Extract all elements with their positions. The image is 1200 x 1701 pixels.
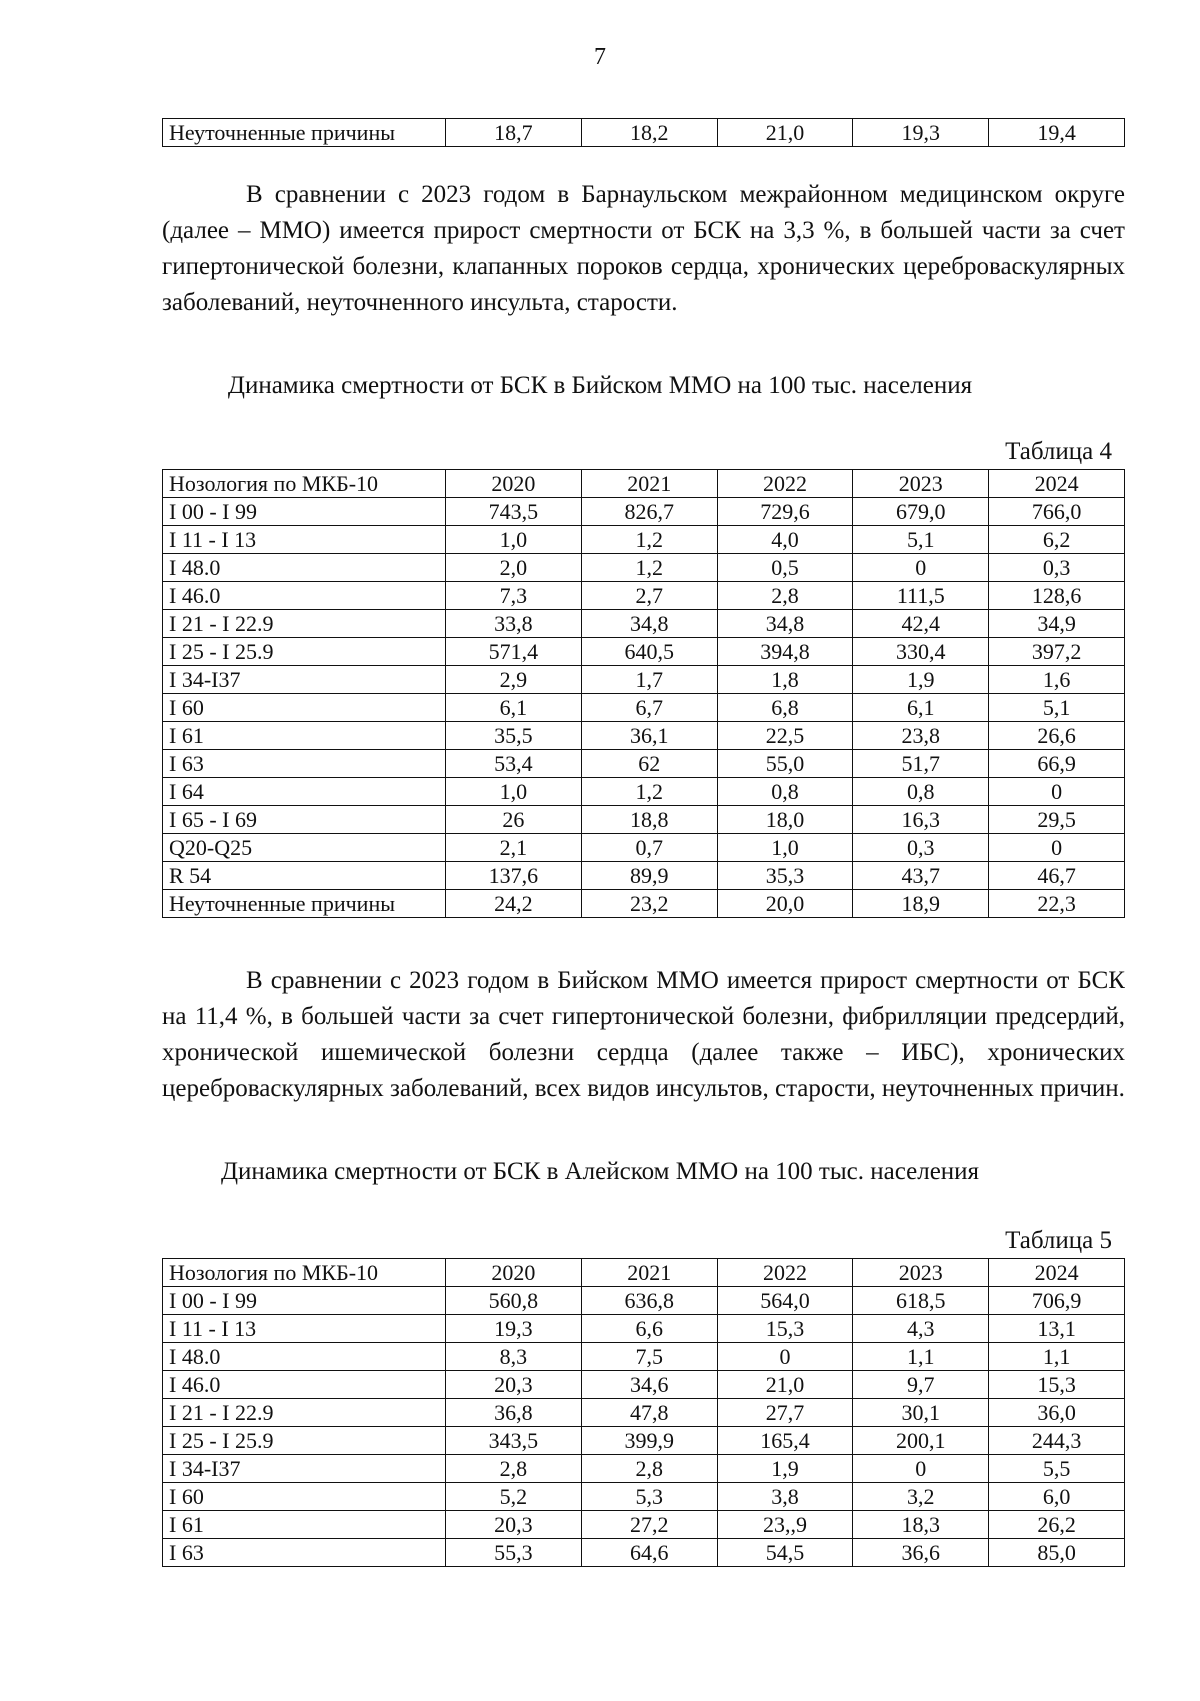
- value-cell: 2,8: [717, 582, 853, 610]
- paragraph-barnaul: [162, 177, 1125, 321]
- row-label-cell: Неуточненные причины: [163, 890, 446, 918]
- value-cell: 18,2: [581, 119, 717, 147]
- table-row: [163, 1343, 1125, 1371]
- value-cell: 560,8: [446, 1287, 582, 1315]
- value-cell: 1,2: [581, 554, 717, 582]
- value-cell: 6,0: [989, 1483, 1125, 1511]
- value-cell: 0: [853, 1455, 989, 1483]
- value-cell: 18,9: [853, 890, 989, 918]
- value-cell: 18,3: [853, 1511, 989, 1539]
- row-label-cell: I 63: [163, 1539, 446, 1567]
- value-cell: 7,3: [446, 582, 582, 610]
- value-cell: 20,0: [717, 890, 853, 918]
- value-cell: 2,9: [446, 666, 582, 694]
- row-label-cell: Неуточненные причины: [163, 119, 446, 147]
- paragraph-biysk: [162, 963, 1125, 1107]
- table-row: [163, 582, 1125, 610]
- row-label-cell: I 61: [163, 1511, 446, 1539]
- table-row: [163, 1455, 1125, 1483]
- row-label-cell: I 46.0: [163, 1371, 446, 1399]
- value-cell: 18,8: [581, 806, 717, 834]
- value-cell: 618,5: [853, 1287, 989, 1315]
- value-cell: 0,3: [989, 554, 1125, 582]
- value-cell: 766,0: [989, 498, 1125, 526]
- value-cell: 2023: [853, 470, 989, 498]
- table-row: [163, 498, 1125, 526]
- value-cell: 1,0: [446, 778, 582, 806]
- table-row: [163, 1483, 1125, 1511]
- value-cell: 640,5: [581, 638, 717, 666]
- value-cell: 1,0: [446, 526, 582, 554]
- table-row: [163, 638, 1125, 666]
- table-row: [163, 1315, 1125, 1343]
- table-row: [163, 1287, 1125, 1315]
- row-label-cell: I 46.0: [163, 582, 446, 610]
- value-cell: 13,1: [989, 1315, 1125, 1343]
- value-cell: 1,7: [581, 666, 717, 694]
- row-label-cell: I 21 - I 22.9: [163, 610, 446, 638]
- value-cell: 89,9: [581, 862, 717, 890]
- value-cell: 743,5: [446, 498, 582, 526]
- value-cell: 679,0: [853, 498, 989, 526]
- value-cell: 20,3: [446, 1511, 582, 1539]
- value-cell: 4,0: [717, 526, 853, 554]
- table-row: [163, 610, 1125, 638]
- table-row: [163, 1399, 1125, 1427]
- value-cell: 23,2: [581, 890, 717, 918]
- table4-label: Таблица 4: [1005, 438, 1112, 465]
- row-label-cell: Нозология по МКБ-10: [163, 470, 446, 498]
- value-cell: 6,6: [581, 1315, 717, 1343]
- value-cell: 51,7: [853, 750, 989, 778]
- value-cell: 2,7: [581, 582, 717, 610]
- value-cell: 55,0: [717, 750, 853, 778]
- table-row: [163, 666, 1125, 694]
- value-cell: 23,8: [853, 722, 989, 750]
- table5-caption: Динамика смертности от БСК в Алейском ММО на 100 тыс. населения: [220, 1158, 980, 1185]
- value-cell: 200,1: [853, 1427, 989, 1455]
- value-cell: 26: [446, 806, 582, 834]
- value-cell: 19,3: [446, 1315, 582, 1343]
- row-label-cell: I 11 - I 13: [163, 526, 446, 554]
- value-cell: 0: [989, 834, 1125, 862]
- table-row: [163, 1511, 1125, 1539]
- value-cell: 64,6: [581, 1539, 717, 1567]
- value-cell: 5,2: [446, 1483, 582, 1511]
- value-cell: 1,2: [581, 526, 717, 554]
- table4: [162, 469, 1125, 918]
- table-row: [163, 862, 1125, 890]
- value-cell: 1,1: [853, 1343, 989, 1371]
- value-cell: 244,3: [989, 1427, 1125, 1455]
- value-cell: 54,5: [717, 1539, 853, 1567]
- value-cell: 343,5: [446, 1427, 582, 1455]
- value-cell: 397,2: [989, 638, 1125, 666]
- table5: [162, 1258, 1125, 1567]
- row-label-cell: I 00 - I 99: [163, 1287, 446, 1315]
- value-cell: 0: [717, 1343, 853, 1371]
- value-cell: 34,6: [581, 1371, 717, 1399]
- table-row: [163, 806, 1125, 834]
- value-cell: 1,0: [717, 834, 853, 862]
- value-cell: 2,8: [581, 1455, 717, 1483]
- value-cell: 636,8: [581, 1287, 717, 1315]
- row-label-cell: Нозология по МКБ-10: [163, 1259, 446, 1287]
- value-cell: 18,7: [446, 119, 582, 147]
- value-cell: 4,3: [853, 1315, 989, 1343]
- value-cell: 46,7: [989, 862, 1125, 890]
- top-table: [162, 118, 1125, 147]
- value-cell: 34,8: [581, 610, 717, 638]
- value-cell: 36,8: [446, 1399, 582, 1427]
- table-row: [163, 554, 1125, 582]
- table-row: [163, 1427, 1125, 1455]
- value-cell: 6,2: [989, 526, 1125, 554]
- value-cell: 5,1: [989, 694, 1125, 722]
- value-cell: 7,5: [581, 1343, 717, 1371]
- paragraph-barnaul-text: В сравнении с 2023 годом в Барнаульском межрайонном медицинском округе (далее – ММО) имеется прирост смертности от БСК на 3,3 %, в большей части за счет гипертонической болезни, клапанных пороков сердца, хронических цереброваскулярных заболеваний, неуточненного инсульта, старости.: [162, 181, 1125, 316]
- table-row: [163, 1371, 1125, 1399]
- value-cell: 2022: [717, 470, 853, 498]
- row-label-cell: I 60: [163, 694, 446, 722]
- table-row: [163, 526, 1125, 554]
- value-cell: 0,3: [853, 834, 989, 862]
- row-label-cell: I 25 - I 25.9: [163, 638, 446, 666]
- value-cell: 1,8: [717, 666, 853, 694]
- value-cell: 36,6: [853, 1539, 989, 1567]
- value-cell: 9,7: [853, 1371, 989, 1399]
- row-label-cell: I 60: [163, 1483, 446, 1511]
- value-cell: 1,1: [989, 1343, 1125, 1371]
- table-header-row: [163, 1259, 1125, 1287]
- value-cell: 8,3: [446, 1343, 582, 1371]
- value-cell: 43,7: [853, 862, 989, 890]
- value-cell: 35,3: [717, 862, 853, 890]
- table-row: [163, 1539, 1125, 1567]
- value-cell: 826,7: [581, 498, 717, 526]
- value-cell: 394,8: [717, 638, 853, 666]
- value-cell: 15,3: [717, 1315, 853, 1343]
- value-cell: 55,3: [446, 1539, 582, 1567]
- table-row: [163, 778, 1125, 806]
- value-cell: 0,5: [717, 554, 853, 582]
- value-cell: 21,0: [717, 1371, 853, 1399]
- paragraph-biysk-text: В сравнении с 2023 годом в Бийском ММО имеется прирост смертности от БСК на 11,4 %, в большей части за счет гипертонической болезни, фибрилляции предсердий, хронической ишемической болезни сердца (далее также – ИБС), хронических цереброваскулярных заболеваний, всех видов инсультов, старости, неуточненных причин.: [162, 967, 1125, 1102]
- value-cell: 2024: [989, 470, 1125, 498]
- value-cell: 2021: [581, 1259, 717, 1287]
- value-cell: 128,6: [989, 582, 1125, 610]
- value-cell: 0,8: [717, 778, 853, 806]
- value-cell: 34,8: [717, 610, 853, 638]
- table-row: [163, 119, 1125, 147]
- table-header-row: [163, 470, 1125, 498]
- row-label-cell: I 65 - I 69: [163, 806, 446, 834]
- value-cell: 571,4: [446, 638, 582, 666]
- value-cell: 15,3: [989, 1371, 1125, 1399]
- value-cell: 19,4: [989, 119, 1125, 147]
- row-label-cell: I 00 - I 99: [163, 498, 446, 526]
- value-cell: 2,1: [446, 834, 582, 862]
- value-cell: 6,7: [581, 694, 717, 722]
- value-cell: 66,9: [989, 750, 1125, 778]
- value-cell: 26,2: [989, 1511, 1125, 1539]
- value-cell: 0: [853, 554, 989, 582]
- value-cell: 23,,9: [717, 1511, 853, 1539]
- table-row: [163, 722, 1125, 750]
- value-cell: 16,3: [853, 806, 989, 834]
- value-cell: 6,8: [717, 694, 853, 722]
- value-cell: 1,9: [717, 1455, 853, 1483]
- value-cell: 85,0: [989, 1539, 1125, 1567]
- value-cell: 0: [989, 778, 1125, 806]
- value-cell: 564,0: [717, 1287, 853, 1315]
- value-cell: 22,5: [717, 722, 853, 750]
- value-cell: 6,1: [853, 694, 989, 722]
- value-cell: 62: [581, 750, 717, 778]
- row-label-cell: I 11 - I 13: [163, 1315, 446, 1343]
- value-cell: 0,8: [853, 778, 989, 806]
- value-cell: 2020: [446, 470, 582, 498]
- value-cell: 0,7: [581, 834, 717, 862]
- table-row: [163, 694, 1125, 722]
- table-row: [163, 890, 1125, 918]
- value-cell: 2023: [853, 1259, 989, 1287]
- value-cell: 1,2: [581, 778, 717, 806]
- value-cell: 35,5: [446, 722, 582, 750]
- value-cell: 27,2: [581, 1511, 717, 1539]
- value-cell: 22,3: [989, 890, 1125, 918]
- value-cell: 706,9: [989, 1287, 1125, 1315]
- page-number: 7: [594, 44, 606, 70]
- value-cell: 137,6: [446, 862, 582, 890]
- value-cell: 24,2: [446, 890, 582, 918]
- value-cell: 729,6: [717, 498, 853, 526]
- value-cell: 19,3: [853, 119, 989, 147]
- value-cell: 2022: [717, 1259, 853, 1287]
- value-cell: 34,9: [989, 610, 1125, 638]
- value-cell: 26,6: [989, 722, 1125, 750]
- value-cell: 36,1: [581, 722, 717, 750]
- value-cell: 18,0: [717, 806, 853, 834]
- value-cell: 3,2: [853, 1483, 989, 1511]
- value-cell: 1,6: [989, 666, 1125, 694]
- value-cell: 330,4: [853, 638, 989, 666]
- value-cell: 5,3: [581, 1483, 717, 1511]
- value-cell: 53,4: [446, 750, 582, 778]
- row-label-cell: I 48.0: [163, 554, 446, 582]
- value-cell: 3,8: [717, 1483, 853, 1511]
- row-label-cell: I 61: [163, 722, 446, 750]
- value-cell: 2024: [989, 1259, 1125, 1287]
- value-cell: 2,8: [446, 1455, 582, 1483]
- value-cell: 2020: [446, 1259, 582, 1287]
- row-label-cell: I 63: [163, 750, 446, 778]
- value-cell: 2,0: [446, 554, 582, 582]
- value-cell: 2021: [581, 470, 717, 498]
- value-cell: 5,1: [853, 526, 989, 554]
- value-cell: 111,5: [853, 582, 989, 610]
- row-label-cell: I 34-I37: [163, 1455, 446, 1483]
- value-cell: 29,5: [989, 806, 1125, 834]
- row-label-cell: I 25 - I 25.9: [163, 1427, 446, 1455]
- value-cell: 5,5: [989, 1455, 1125, 1483]
- row-label-cell: I 48.0: [163, 1343, 446, 1371]
- table-row: [163, 834, 1125, 862]
- value-cell: 42,4: [853, 610, 989, 638]
- value-cell: 21,0: [717, 119, 853, 147]
- table4-caption: Динамика смертности от БСК в Бийском ММО на 100 тыс. населения: [227, 372, 973, 399]
- value-cell: 33,8: [446, 610, 582, 638]
- value-cell: 6,1: [446, 694, 582, 722]
- row-label-cell: Q20-Q25: [163, 834, 446, 862]
- value-cell: 36,0: [989, 1399, 1125, 1427]
- row-label-cell: R 54: [163, 862, 446, 890]
- value-cell: 30,1: [853, 1399, 989, 1427]
- table5-label: Таблица 5: [1005, 1227, 1112, 1254]
- row-label-cell: I 64: [163, 778, 446, 806]
- value-cell: 1,9: [853, 666, 989, 694]
- row-label-cell: I 34-I37: [163, 666, 446, 694]
- value-cell: 47,8: [581, 1399, 717, 1427]
- value-cell: 399,9: [581, 1427, 717, 1455]
- row-label-cell: I 21 - I 22.9: [163, 1399, 446, 1427]
- value-cell: 20,3: [446, 1371, 582, 1399]
- table-row: [163, 750, 1125, 778]
- value-cell: 27,7: [717, 1399, 853, 1427]
- value-cell: 165,4: [717, 1427, 853, 1455]
